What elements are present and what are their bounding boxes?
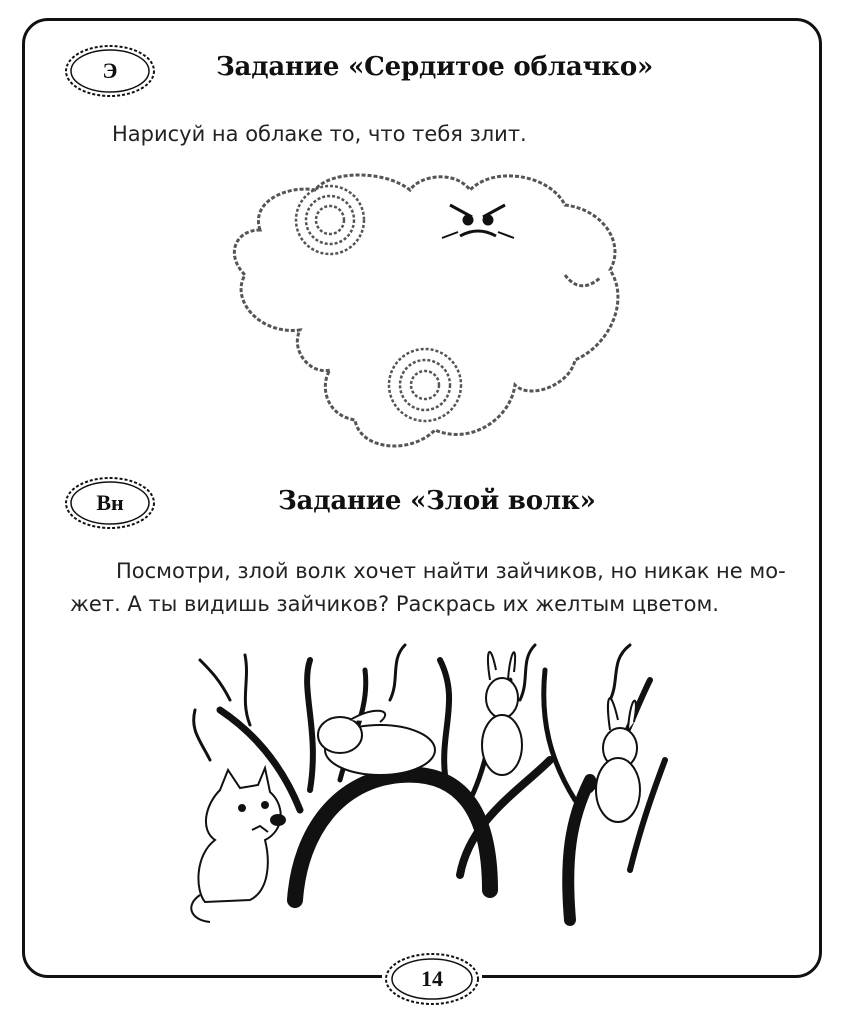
task-1-badge: Э	[62, 42, 158, 100]
angry-cloud-illustration	[220, 170, 640, 460]
wolf	[191, 768, 285, 922]
task-2-instruction-line-1: Посмотри, злой волк хочет найти зайчиков, но никак не мо-	[116, 559, 786, 583]
hidden-rabbit-lying	[318, 711, 435, 775]
angry-face	[442, 205, 514, 238]
spiral-face-bottom	[389, 349, 461, 421]
task-1-title: Задание «Сердитое облачко»	[216, 52, 654, 82]
page-number-badge	[382, 950, 482, 1008]
hidden-rabbit-standing-2	[596, 698, 640, 822]
hidden-rabbit-standing-1	[482, 652, 522, 775]
task-2-badge: Вн	[62, 474, 158, 532]
wolf-forest-illustration	[190, 640, 670, 930]
page-number: 14	[421, 966, 443, 991]
task-2-instruction-line-2: жет. А ты видишь зайчиков? Раскрась их желтым цветом.	[70, 592, 719, 616]
task-1-instruction: Нарисуй на облаке то, что тебя злит.	[112, 122, 527, 146]
small-face-right	[565, 275, 600, 286]
spiral-face-left	[296, 186, 364, 254]
task-2-title: Задание «Злой волк»	[278, 486, 596, 516]
